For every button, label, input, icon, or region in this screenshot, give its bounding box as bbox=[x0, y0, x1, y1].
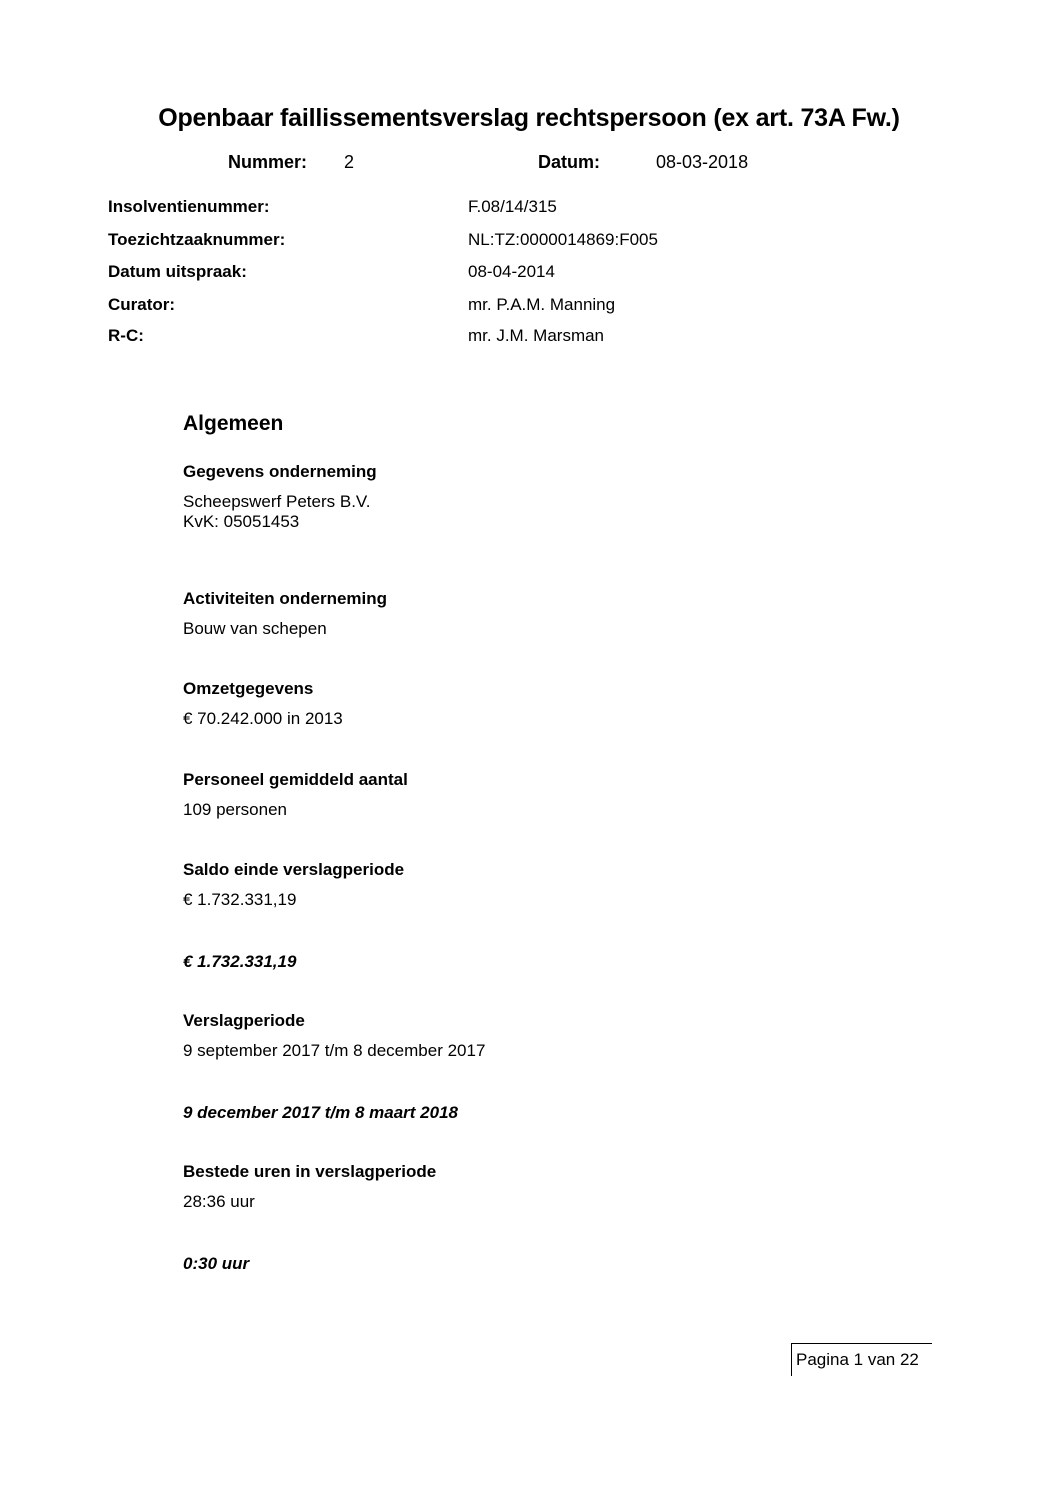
page-title: Openbaar faillissementsverslag rechtspersoon (ex art. 73A Fw.) bbox=[158, 104, 900, 132]
block-saldo bbox=[183, 860, 883, 910]
block-text: Bouw van schepen bbox=[183, 619, 327, 638]
nummer-value: 2 bbox=[344, 152, 355, 172]
block-text: € 70.242.000 in 2013 bbox=[183, 709, 343, 728]
info-row-curator bbox=[108, 295, 908, 319]
info-label: Datum uitspraak: bbox=[108, 262, 247, 281]
info-value: NL:TZ:0000014869:F005 bbox=[468, 230, 658, 249]
block-text-company: Scheepswerf Peters B.V. bbox=[183, 492, 371, 511]
block-heading: Saldo einde verslagperiode bbox=[183, 860, 405, 879]
info-label: Insolventienummer: bbox=[108, 197, 270, 216]
info-row-insolventienummer bbox=[108, 197, 908, 221]
verslagperiode-emphasis: 9 december 2017 t/m 8 maart 2018 bbox=[183, 1103, 459, 1122]
uren-emphasis: 0:30 uur bbox=[183, 1254, 250, 1273]
datum-label: Datum: bbox=[538, 152, 600, 172]
info-label: R-C: bbox=[108, 326, 144, 345]
info-value: mr. P.A.M. Manning bbox=[468, 295, 616, 314]
block-text: 28:36 uur bbox=[183, 1192, 255, 1211]
block-text-kvk: KvK: 05051453 bbox=[183, 512, 300, 531]
block-personeel bbox=[183, 770, 883, 820]
block-text: 109 personen bbox=[183, 800, 287, 819]
block-bestede-uren bbox=[183, 1162, 883, 1212]
block-heading: Omzetgegevens bbox=[183, 679, 314, 698]
datum-value: 08-03-2018 bbox=[656, 152, 749, 172]
block-text: 9 september 2017 t/m 8 december 2017 bbox=[183, 1041, 486, 1060]
info-row-rc bbox=[108, 326, 908, 350]
block-text: € 1.732.331,19 bbox=[183, 890, 297, 909]
page-number-box bbox=[791, 1343, 932, 1376]
block-heading: Verslagperiode bbox=[183, 1011, 305, 1030]
info-value: mr. J.M. Marsman bbox=[468, 326, 605, 345]
info-row-datum-uitspraak bbox=[108, 262, 908, 286]
info-value: 08-04-2014 bbox=[468, 262, 555, 281]
block-verslagperiode bbox=[183, 1011, 883, 1061]
block-activiteiten bbox=[183, 589, 883, 639]
section-title-algemeen: Algemeen bbox=[183, 412, 284, 435]
block-omzet bbox=[183, 679, 883, 729]
block-gegevens-onderneming bbox=[183, 462, 883, 532]
block-heading: Personeel gemiddeld aantal bbox=[183, 770, 408, 789]
info-label: Toezichtzaaknummer: bbox=[108, 230, 286, 249]
info-value: F.08/14/315 bbox=[468, 197, 557, 216]
block-heading: Gegevens onderneming bbox=[183, 462, 377, 481]
block-heading: Activiteiten onderneming bbox=[183, 589, 388, 608]
page-number: Pagina 1 van 22 bbox=[796, 1350, 919, 1369]
info-label: Curator: bbox=[108, 295, 176, 314]
nummer-label: Nummer: bbox=[228, 152, 308, 172]
info-row-toezichtzaaknummer bbox=[108, 230, 908, 254]
saldo-emphasis: € 1.732.331,19 bbox=[183, 952, 297, 971]
block-heading: Bestede uren in verslagperiode bbox=[183, 1162, 437, 1181]
